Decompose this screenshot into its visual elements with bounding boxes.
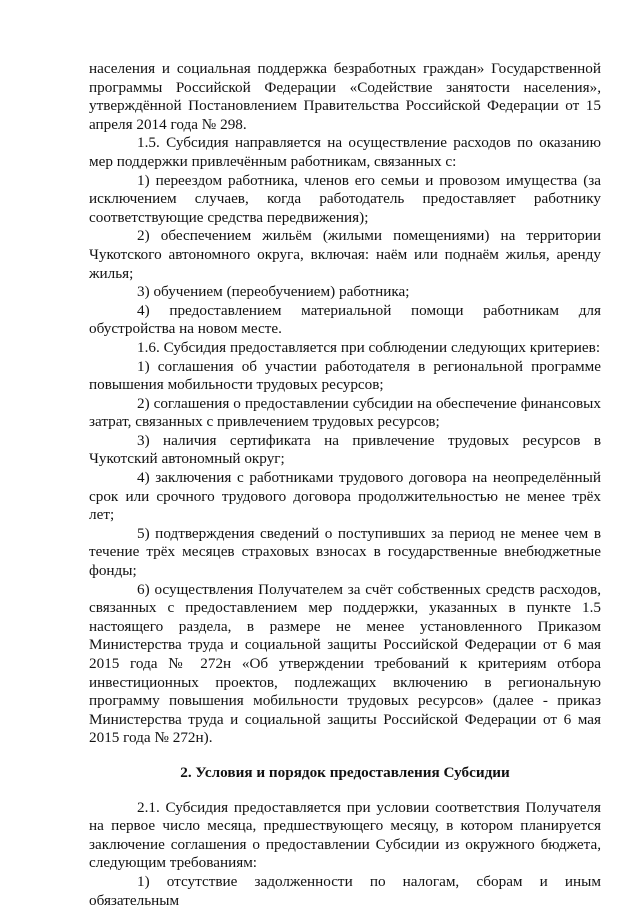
paragraph-1-5-item-1: 1) переездом работника, членов его семьи и провозом имущества (за исключением случаев, когда работодатель предоставляет работнику соответствующие средства передвижения); [89, 171, 601, 226]
paragraph-1-5-item-2: 2) обеспечением жильём (жилыми помещениями) на территории Чукотского автономного округа, включая: наём или поднаём жилья, аренду жилья; [89, 227, 601, 282]
section-heading: 2. Условия и порядок предоставления Субсидии [180, 763, 510, 781]
paragraph-1-5-item-4: 4) предоставлением материальной помощи работникам для обустройства на новом месте. [89, 301, 601, 338]
paragraph-1-6-item-2: 2) соглашения о предоставлении субсидии на обеспечение финансовых затрат, связанных с привлечением трудовых ресурсов; [89, 394, 601, 431]
paragraph-2-1-item-1: 1) отсутствие задолженности по налогам, сборам и иным обязательным [89, 872, 601, 909]
paragraph-1-6-item-6: 6) осуществления Получателем за счёт собственных средств расходов, связанных с предоставлением мер поддержки, указанных в пункте 1.5 настоящего раздела, в размере не менее установленного Приказом Министерства труда и социальной защиты Российской Федерации от 6 мая 2015 года № 272н «Об утверждении требований к критериям отбора инвестиционных проектов, подлежащих включению в региональную программу повышения мобильности трудовых ресурсов» (далее - приказ Министерства труда и социальной защиты Российской Федерации от 6 мая 2015 года № 272н). [89, 580, 601, 747]
paragraph-continuation-program: населения и социальная поддержка безработных граждан» Государственной программы Российской Федерации «Содействие занятости населения», утверждённой Постановлением Правительства Российской Федерации от 15 апреля 2014 года № 298. [89, 60, 601, 133]
paragraph-1-6-item-4: 4) заключения с работниками трудового договора на неопределённый срок или срочного трудового договора продолжительностью не менее трёх лет; [89, 469, 601, 524]
paragraph-1-6-item-1: 1) соглашения об участии работодателя в региональной программе повышения мобильности трудовых ресурсов; [89, 357, 601, 394]
paragraph-1-6: 1.6. Субсидия предоставляется при соблюдении следующих критериев: [137, 338, 601, 356]
paragraph-1-5-item-3: 3) обучением (переобучением) работника; [137, 283, 410, 301]
document-body [89, 60, 601, 910]
paragraph-1-6-item-3: 3) наличия сертификата на привлечение трудовых ресурсов в Чукотский автономный округ; [89, 431, 601, 468]
paragraph-1-6-item-5: 5) подтверждения сведений о поступивших за период не менее чем в течение трёх месяцев страховых взносах в государственные внебюджетные фонды; [89, 524, 601, 580]
paragraph-2-1: 2.1. Субсидия предоставляется при условии соответствия Получателя на первое число месяца, предшествующего месяцу, в котором планируется заключение соглашения о предоставлении Субсидии из окружного бюджета, следующим требованиям: [89, 798, 601, 872]
paragraph-1-5: 1.5. Субсидия направляется на осуществление расходов по оказанию мер поддержки привлечённым работникам, связанных с: [89, 134, 601, 170]
